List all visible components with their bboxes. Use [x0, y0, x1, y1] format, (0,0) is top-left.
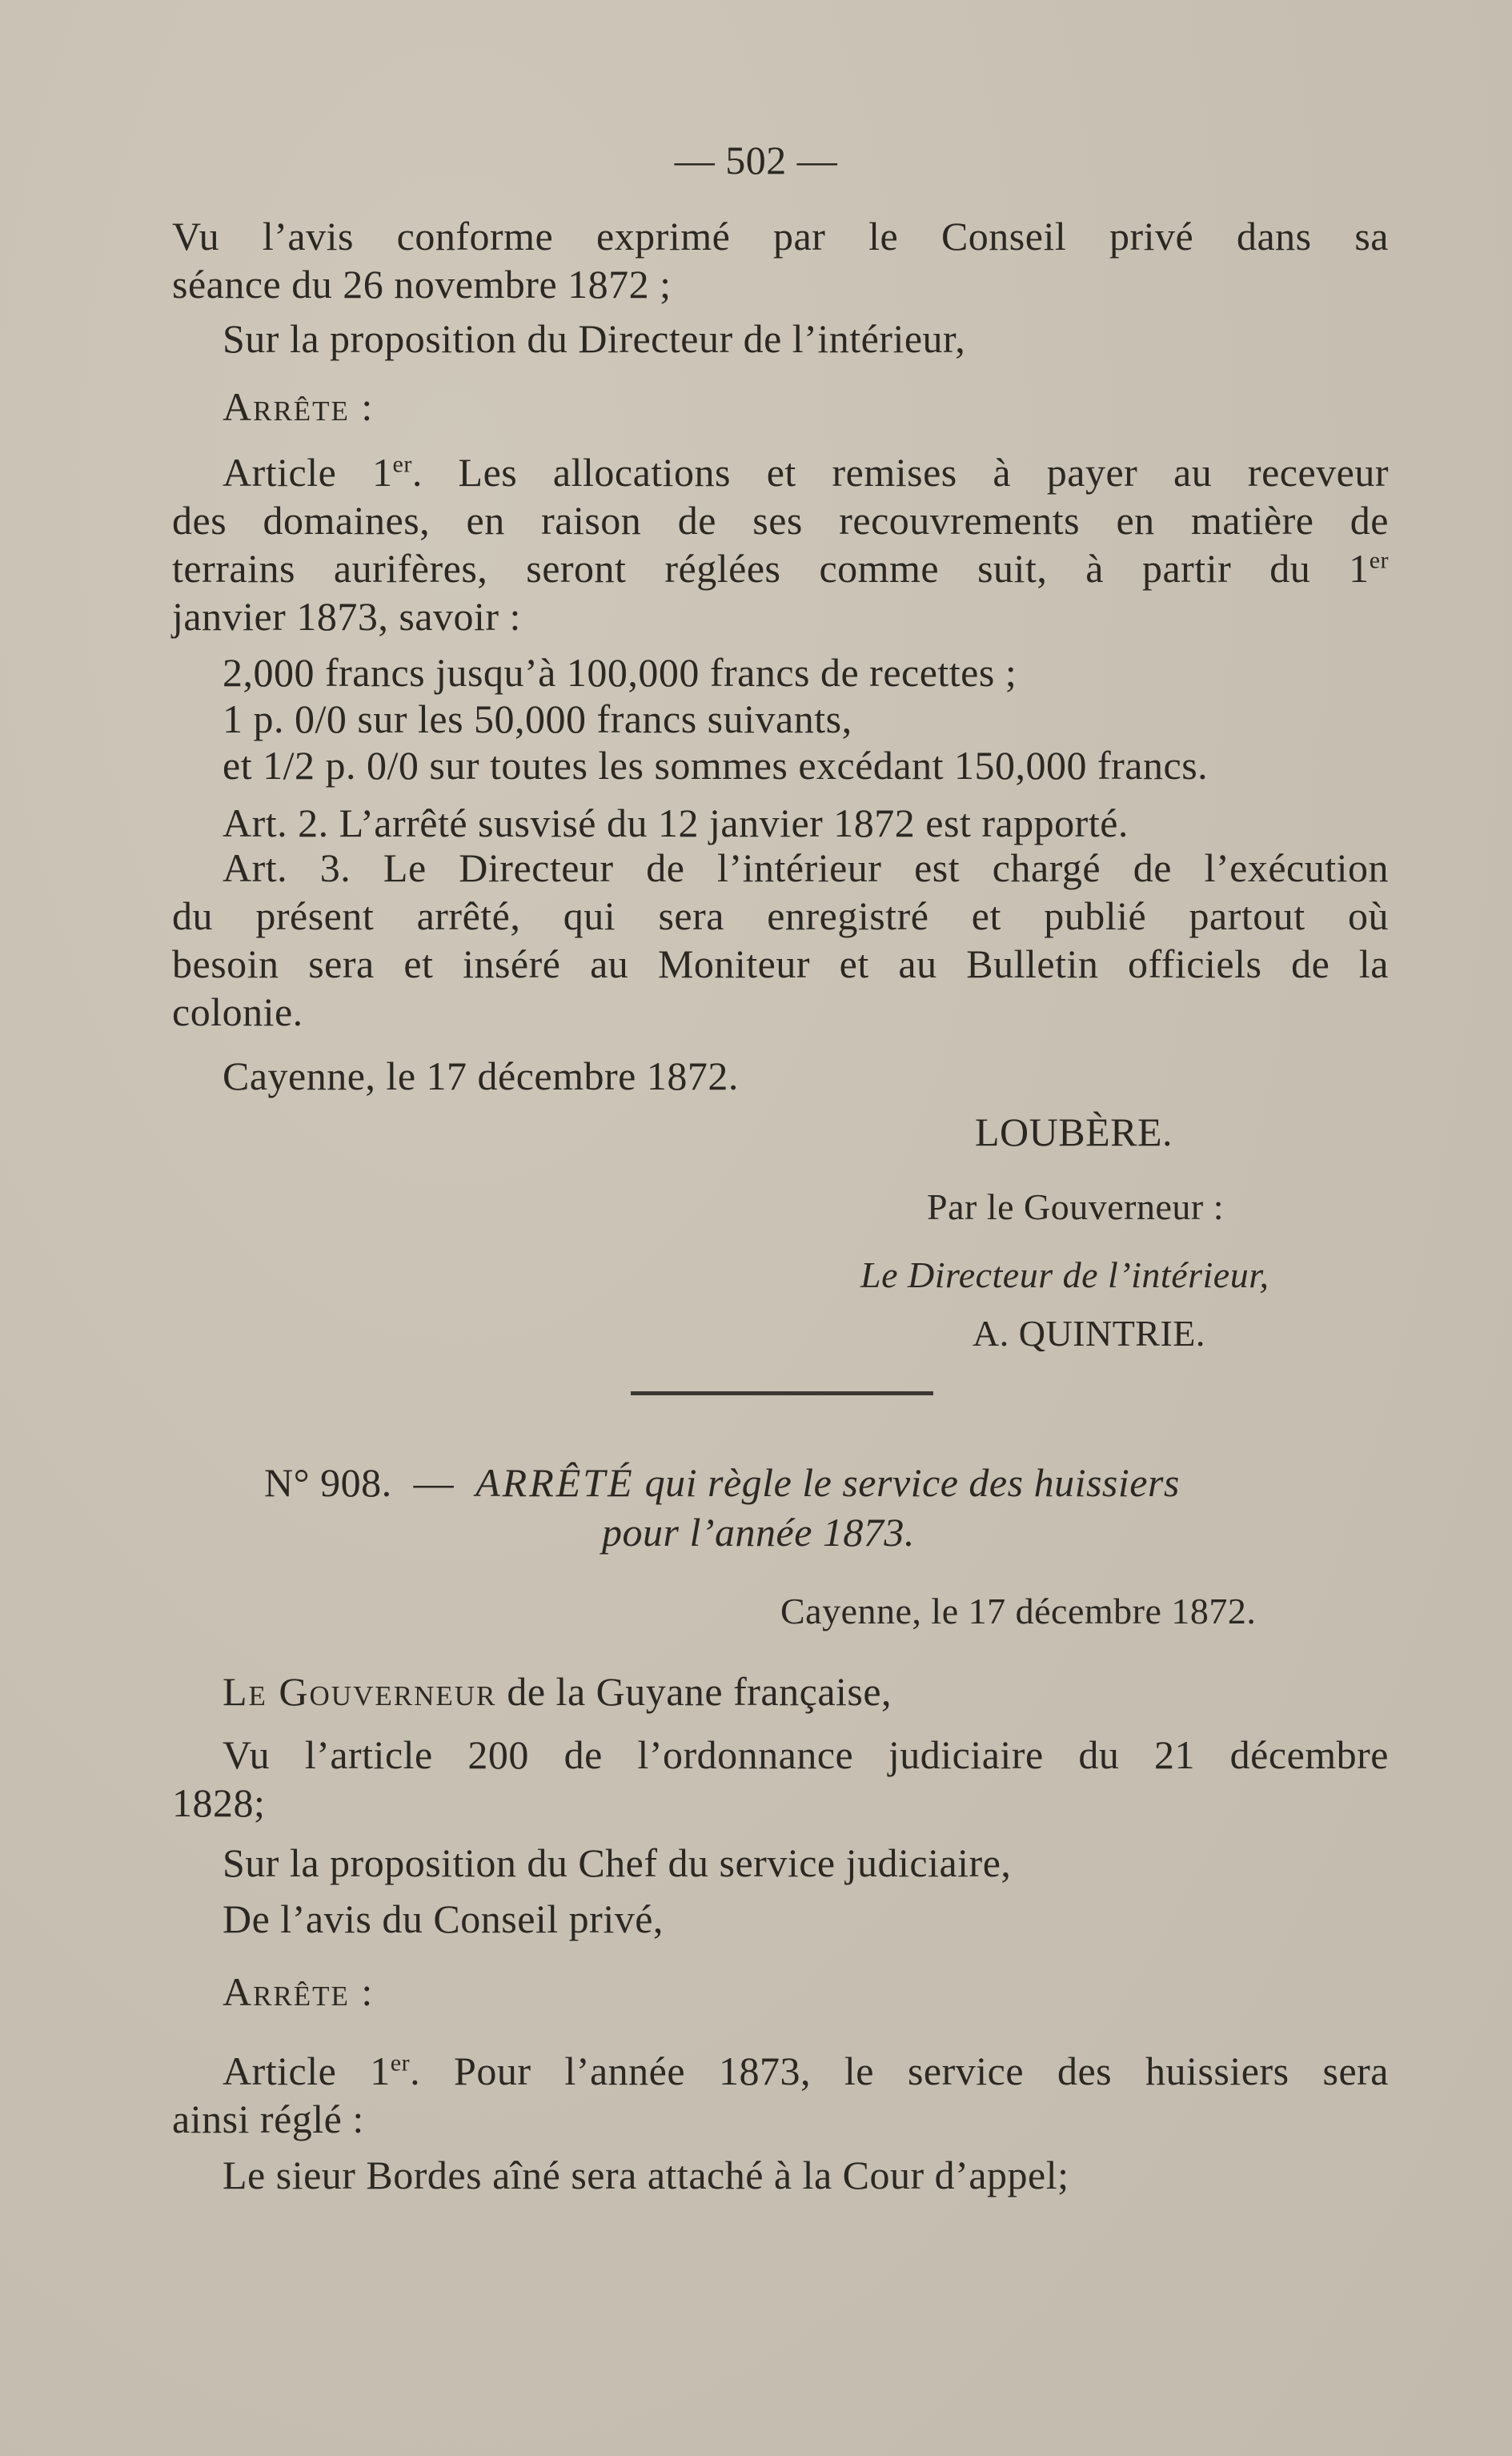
article-label: Article 1 — [223, 2049, 391, 2093]
text-line: janvier 1873, savoir : — [172, 594, 521, 639]
text-line: besoin sera et inséré au Moniteur et au Bulletin officiels de la — [172, 941, 1389, 986]
gouverneur-rest: de la Guyane française, — [507, 1669, 892, 1714]
text-line: Vu l’avis conforme exprimé par le Conseil privé dans sa — [172, 214, 1389, 259]
text-line: 1828; — [172, 1780, 266, 1825]
text-span: terrains aurifères, seront réglées comme suit, à partir du 1 — [172, 546, 1370, 591]
text-line: Art. 2. L’arrêté susvisé du 12 janvier 1872 est rapporté. — [223, 801, 1129, 845]
text-line: Art. 3. Le Directeur de l’intérieur est chargé de l’exécution — [223, 845, 1389, 890]
ordinal-suffix: er — [390, 2049, 411, 2077]
text-line: du présent arrêté, qui sera enregistré et publié partout où — [172, 893, 1389, 938]
page-number: — 502 — — [674, 138, 838, 183]
gouverneur-line — [223, 1667, 892, 1716]
article-text: . Pour l’année 1873, le service des huissiers sera — [410, 2049, 1389, 2093]
text-line: ainsi réglé : — [172, 2097, 364, 2141]
decree-heading-line2: pour l’année 1873. — [602, 1510, 915, 1555]
heading-caps: ARRÊTÉ — [475, 1460, 635, 1505]
text-line: des domaines, en raison de ses recouvrements en matière de — [172, 498, 1389, 543]
text-line: 1 p. 0/0 sur les 50,000 francs suivants, — [223, 696, 852, 741]
text-line: Le sieur Bordes aîné sera attaché à la Cour d’appel; — [223, 2153, 1069, 2197]
text-line: Sur la proposition du Directeur de l’intérieur, — [223, 316, 966, 361]
text-line: 2,000 francs jusqu’à 100,000 francs de recettes ; — [223, 650, 1017, 695]
text-line: Sur la proposition du Chef du service judiciaire, — [223, 1840, 1012, 1885]
text-line: et 1/2 p. 0/0 sur toutes les sommes excédant 150,000 francs. — [223, 743, 1209, 788]
arrete-heading: Arrête : — [223, 1969, 375, 2014]
text-line: De l’avis du Conseil privé, — [223, 1896, 664, 1941]
signature-title: Le Directeur de l’intérieur, — [860, 1254, 1269, 1295]
signature-signer: A. QUINTRIE. — [973, 1313, 1205, 1354]
decree-number: N° 908. — [264, 1460, 392, 1505]
ordinal-suffix: er — [1369, 547, 1389, 574]
article-1-line — [223, 2047, 1389, 2095]
heading-rest: qui règle le service des huissiers — [644, 1460, 1180, 1505]
article-text: . Les allocations et remises à payer au receveur — [411, 450, 1389, 495]
text-line: colonie. — [172, 989, 303, 1034]
text-line: Vu l’article 200 de l’ordonnance judiciaire du 21 décembre — [223, 1732, 1389, 1777]
article-1-line — [223, 448, 1389, 496]
text-line: séance du 26 novembre 1872 ; — [172, 262, 672, 307]
date-line: Cayenne, le 17 décembre 1872. — [223, 1053, 739, 1098]
section-divider — [631, 1391, 933, 1395]
article-label: Article 1 — [223, 450, 393, 495]
signature-name: LOUBÈRE. — [975, 1110, 1173, 1154]
gouverneur-caps: Le Gouverneur — [223, 1669, 497, 1714]
arrete-heading: Arrête : — [223, 384, 375, 429]
decree-heading — [264, 1459, 1180, 1507]
signature-by: Par le Gouverneur : — [927, 1186, 1224, 1227]
decree-date: Cayenne, le 17 décembre 1872. — [780, 1591, 1257, 1631]
ordinal-suffix: er — [392, 451, 412, 478]
heading-dash: — — [413, 1460, 455, 1505]
text-line — [172, 544, 1389, 592]
